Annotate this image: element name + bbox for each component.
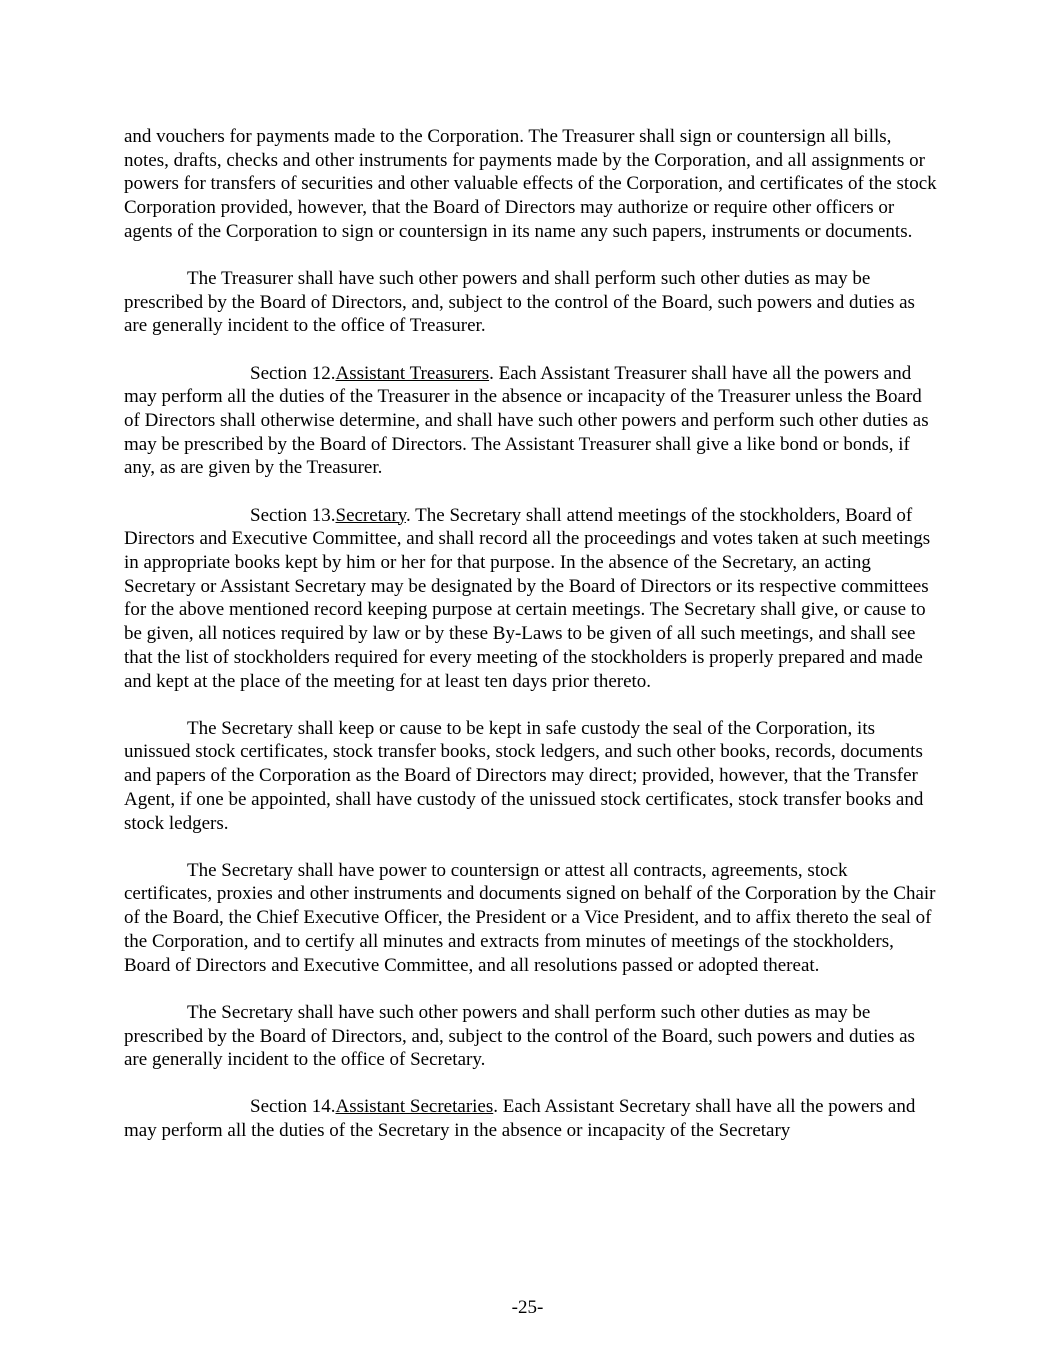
paragraph-treasurer-other-powers (124, 267, 939, 338)
paragraph-text: The Treasurer shall have such other powers and shall perform such other duties as may be prescribed by the Board of Directors, and, subject to the control of the Board, such powers and duties as are generally incident to the office of Treasurer. (124, 268, 915, 337)
page-number: -25- (511, 1297, 544, 1318)
paragraph-secretary-countersign (124, 859, 939, 978)
section-number: Section 13. (250, 504, 336, 526)
document-body (124, 125, 939, 1166)
section-12-assistant-treasurers (124, 362, 939, 481)
section-13-secretary (124, 504, 939, 694)
paragraph-text: The Secretary shall have such other powers and shall perform such other duties as may be prescribed by the Board of Directors, and, subject to the control of the Board, such powers and duties as are generally incident to the office of Secretary. (124, 1001, 915, 1071)
section-title: Secretary (335, 504, 406, 526)
section-number: Section 12. (250, 362, 336, 384)
paragraph-text: The Secretary shall have power to countersign or attest all contracts, agreements, stock certificates, proxies and other instruments and documents signed on behalf of the Corporation by the Chair of the Board, the Chief Executive Officer, the President or a Vice President, and to affix thereto the seal of the Corporation, and to certify all minutes and extracts from minutes of meetings of the stockholders, Board of Directors and Executive Committee, and all resolutions passed or adopted thereat. (124, 859, 936, 976)
paragraph-text: . Each Assistant Secretary shall have all the powers and may perform all the duties of the Secretary in the absence or incapacity of the Secretary (124, 1096, 916, 1142)
section-14-assistant-secretaries (124, 1095, 939, 1142)
paragraph-secretary-custody (124, 717, 939, 836)
paragraph-text: . The Secretary shall attend meetings of the stockholders, Board of Directors and Executive Committee, and shall record all the proceedings and votes taken at such meetings in appropriate books kept by him or her for that purpose. In the absence of the Secretary, an acting Secretary or Assistant Secretary may be designated by the Board of Directors or its respective committees for the above mentioned record keeping purpose at certain meetings. The Secretary shall give, or cause to be given, all notices required by law or by these By-Laws to be given of all such meetings, and shall see that the list of stockholders required for every meeting of the stockholders is properly prepared and made and kept at the place of the meeting for at least ten days prior thereto. (124, 504, 931, 692)
section-title: Assistant Treasurers (335, 362, 490, 384)
paragraph-treasurer-duties-continued (124, 125, 939, 244)
paragraph-text: The Secretary shall keep or cause to be kept in safe custody the seal of the Corporation, its unissued stock certificates, stock transfer books, stock ledgers, and such other books, records, documents and papers of the Corporation as the Board of Directors may direct; provided, however, that the Transfer Agent, if one be appointed, shall have custody of the unissued stock certificates, stock transfer books and stock ledgers. (124, 717, 924, 834)
paragraph-secretary-other-powers (124, 1001, 939, 1072)
paragraph-text: . Each Assistant Treasurer shall have all the powers and may perform all the duties of the Treasurer in the absence or incapacity of the Treasurer unless the Board of Directors shall otherwise determine, and shall have such other powers and perform such other duties as may be prescribed by the Board of Directors. The Assistant Treasurer shall give a like bond or bonds, if any, as are given by the Treasurer. (124, 362, 929, 479)
paragraph-text: and vouchers for payments made to the Corporation. The Treasurer shall sign or countersign all bills, notes, drafts, checks and other instruments for payments made by the Corporation, and all assignments or powers for transfers of securities and other valuable effects of the Corporation, and certificates of the stock Corporation provided, however, that the Board of Directors may authorize or require other officers or agents of the Corporation to sign or countersign in its name any such papers, instruments or documents. (124, 126, 937, 242)
section-number: Section 14. (250, 1096, 336, 1118)
section-title: Assistant Secretaries (335, 1096, 494, 1118)
